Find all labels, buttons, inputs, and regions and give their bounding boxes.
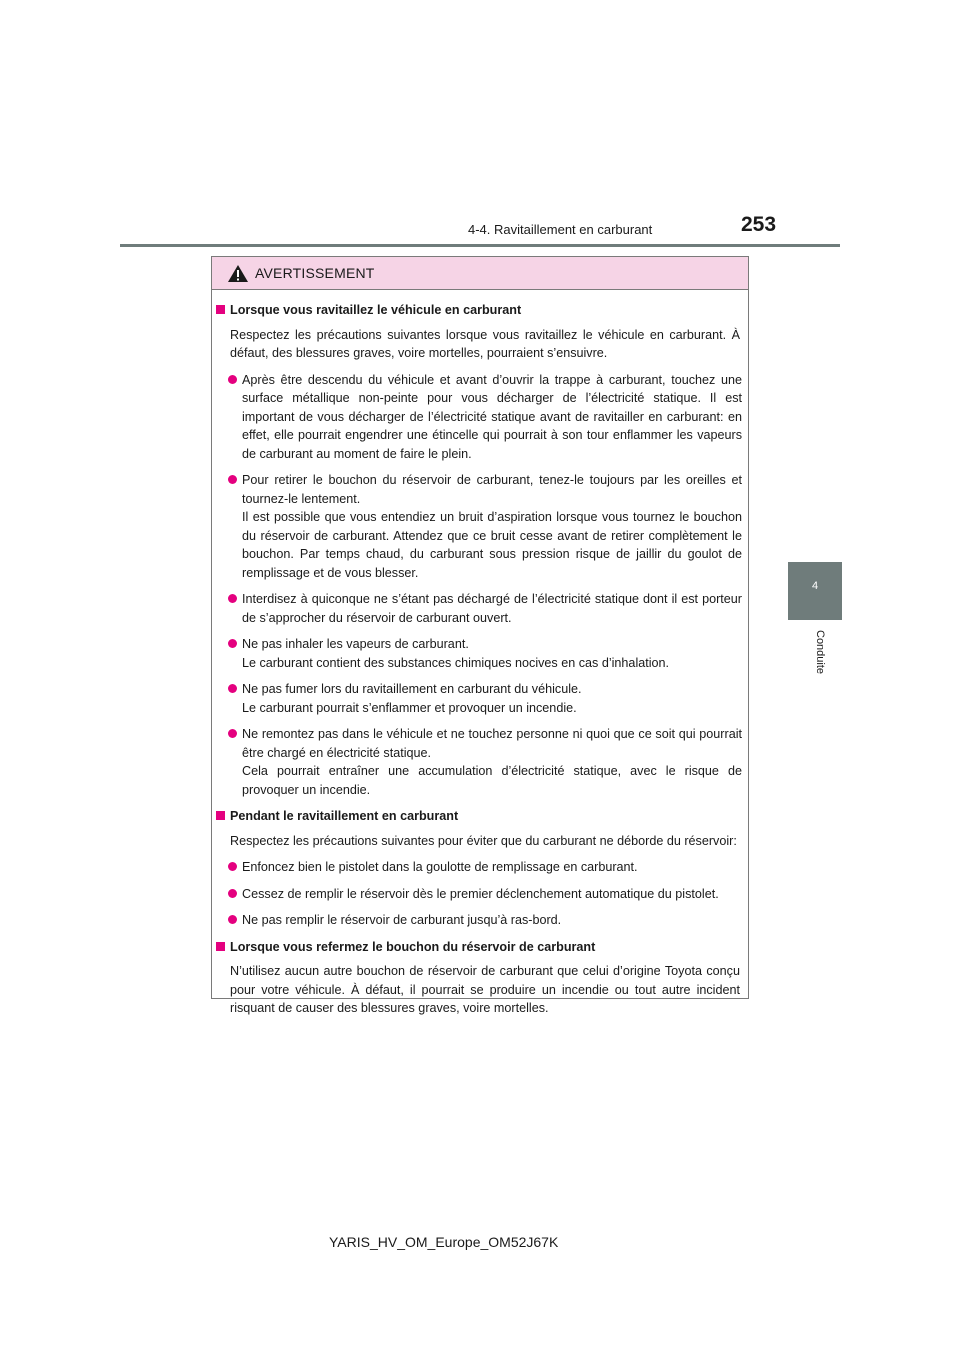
chapter-number: 4 xyxy=(811,580,819,592)
bullet-text: Cessez de remplir le réservoir dès le premier déclenchement automatique du pistolet. xyxy=(242,886,719,901)
chapter-tab xyxy=(788,562,842,620)
header-divider xyxy=(120,244,840,247)
round-bullet-icon xyxy=(228,639,237,648)
warning-header xyxy=(212,257,748,290)
section-heading-text: Lorsque vous refermez le bouchon du réservoir de carburant xyxy=(230,939,596,954)
bullet-item xyxy=(212,725,748,799)
bullet-text: Enfoncez bien le pistolet dans la goulotte de remplissage en carburant. xyxy=(242,860,638,874)
warning-box xyxy=(211,256,749,1015)
section-heading xyxy=(212,938,748,957)
bullet-text: Après être descendu du véhicule et avant d’ouvrir la trappe à carburant, touchez une surface métallique non-peinte pour vous décharger de l’électricité statique. Il est important de vous décharger de l’électricité statique avant de ravitailler en carburant: en effet, elle pourrait engendrer une étincelle qui pourrait à son tour enflammer les vapeurs de carburant au moment de faire le plein. xyxy=(242,372,742,461)
warning-triangle-icon xyxy=(227,264,249,283)
bullet-text: Il est possible que vous entendiez un bruit d’aspiration lorsque vous tournez le bouchon du réservoir de carburant. Attendez que ce bruit cesse avant de retirer complètement le bouchon. Par temps chaud, du carburant sous pression risque de jaillir du goulot de remplissage et de vous blesser. xyxy=(242,510,742,580)
round-bullet-icon xyxy=(228,375,237,384)
bullet-item xyxy=(212,885,748,904)
section-intro: Respectez les précautions suivantes lorsque vous ravitaillez le véhicule en carburant. À défaut, des blessures graves, voire mortelles, pourraient s’ensuivre. xyxy=(230,327,740,360)
section-intro: N’utilisez aucun autre bouchon de réservoir de carburant que celui d’origine Toyota conçu pour votre véhicule. À défaut, il pourrait se produire un incendie ou tout autre incident risquant de causer des blessures graves, voire mortelles. xyxy=(230,964,740,1015)
square-bullet-icon xyxy=(216,942,225,951)
bullet-text: Ne pas fumer lors du ravitaillement en carburant du véhicule. xyxy=(242,682,582,696)
bullet-item xyxy=(212,680,748,717)
bullet-item xyxy=(212,635,748,672)
bullet-text: Ne pas remplir le réservoir de carburant jusqu’à ras-bord. xyxy=(242,913,562,927)
round-bullet-icon xyxy=(228,594,237,603)
round-bullet-icon xyxy=(228,729,237,738)
round-bullet-icon xyxy=(228,862,237,871)
bullet-text: Ne remontez pas dans le véhicule et ne touchez personne ni quoi que ce soit qui pourrait être chargé en électricité statique. xyxy=(242,727,742,760)
document-code: YARIS_HV_OM_Europe_OM52J67K xyxy=(329,1234,559,1250)
warning-content xyxy=(212,301,748,1026)
section-heading-text: Pendant le ravitaillement en carburant xyxy=(230,809,459,823)
square-bullet-icon xyxy=(216,811,225,820)
bullet-text: Pour retirer le bouchon du réservoir de carburant, tenez-le toujours par les oreilles et tournez-le lentement. xyxy=(242,473,742,506)
round-bullet-icon xyxy=(228,889,237,898)
bullet-text: Interdisez à quiconque ne s’étant pas déchargé de l’électricité statique dont il est porteur de s’approcher du réservoir de carburant ouvert. xyxy=(242,592,742,625)
section-intro: Respectez les précautions suivantes pour éviter que du carburant ne déborde du réservoir: xyxy=(230,833,737,848)
square-bullet-icon xyxy=(216,305,225,314)
section-heading xyxy=(212,807,748,826)
round-bullet-icon xyxy=(228,915,237,924)
bullet-text: Ne pas inhaler les vapeurs de carburant. xyxy=(242,637,469,651)
section-heading xyxy=(212,301,748,320)
bullet-text: Cela pourrait entraîner une accumulation d’électricité statique, avec le risque de provoquer un incendie. xyxy=(242,764,742,797)
bullet-item xyxy=(212,858,748,877)
round-bullet-icon xyxy=(228,475,237,484)
warning-title: AVERTISSEMENT xyxy=(255,265,375,281)
bullet-item xyxy=(212,590,748,627)
round-bullet-icon xyxy=(228,684,237,693)
chapter-label: Conduite xyxy=(814,630,826,675)
bullet-item xyxy=(212,911,748,930)
section-heading-text: Lorsque vous ravitaillez le véhicule en carburant xyxy=(230,303,522,317)
bullet-item xyxy=(212,371,748,464)
bullet-text: Le carburant contient des substances chimiques nocives en cas d’inhalation. xyxy=(242,655,670,670)
page-number: 253 xyxy=(741,213,777,236)
bullet-text: Le carburant pourrait s’enflammer et provoquer un incendie. xyxy=(242,700,577,715)
bullet-item xyxy=(212,471,748,582)
header-section-title: 4-4. Ravitaillement en carburant xyxy=(468,222,653,237)
